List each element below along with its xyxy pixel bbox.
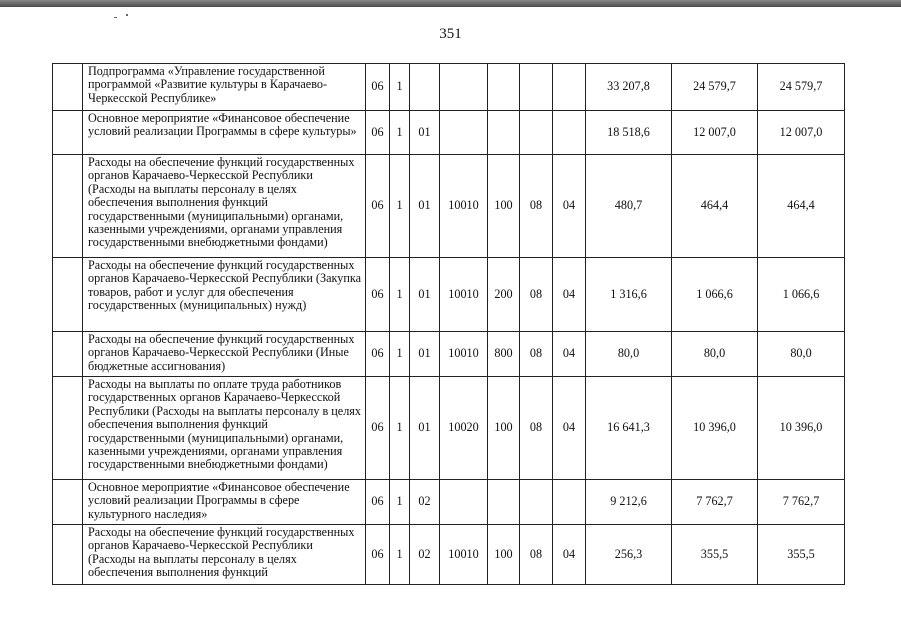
amount-cell: 355,5 bbox=[672, 525, 758, 585]
item-name-cell: Расходы на выплаты по оплате труда работников государственных органов Карачаево-Черкесской Республики (Расходы на выплаты персоналу в целях обеспечения выполнения функций государственными (муниципальными) органами, казенными учреждениями, органами управления государственными внебюджетными фондами) bbox=[83, 377, 366, 480]
amount-cell: 7 762,7 bbox=[758, 480, 845, 525]
code-cell: 1 bbox=[390, 64, 410, 111]
item-name-cell: Основное мероприятие «Финансовое обеспечение условий реализации Программы в сфере культурного наследия» bbox=[83, 480, 366, 525]
row-number-cell bbox=[53, 258, 83, 332]
item-name-cell: Подпрограмма «Управление государственной программой «Развитие культуры в Карачаево-Черкесской Республике» bbox=[83, 64, 366, 111]
code-cell bbox=[520, 64, 553, 111]
row-number-cell bbox=[53, 377, 83, 480]
code-cell: 06 bbox=[366, 525, 390, 585]
code-cell: 10010 bbox=[440, 332, 488, 377]
code-cell bbox=[488, 64, 520, 111]
code-cell: 01 bbox=[410, 155, 440, 258]
code-cell bbox=[440, 111, 488, 155]
row-number-cell bbox=[53, 155, 83, 258]
code-cell: 1 bbox=[390, 377, 410, 480]
code-cell bbox=[520, 480, 553, 525]
code-cell: 01 bbox=[410, 258, 440, 332]
code-cell: 08 bbox=[520, 332, 553, 377]
code-cell: 06 bbox=[366, 111, 390, 155]
amount-cell: 80,0 bbox=[758, 332, 845, 377]
amount-cell: 464,4 bbox=[672, 155, 758, 258]
amount-cell: 24 579,7 bbox=[758, 64, 845, 111]
code-cell bbox=[440, 64, 488, 111]
code-cell bbox=[440, 480, 488, 525]
table-row bbox=[53, 155, 845, 258]
code-cell bbox=[553, 480, 586, 525]
code-cell bbox=[520, 111, 553, 155]
item-name-cell: Расходы на обеспечение функций государственных органов Карачаево-Черкесской Республики (Расходы на выплаты персоналу в целях обеспечения выполнения функций bbox=[83, 525, 366, 585]
amount-cell: 80,0 bbox=[586, 332, 672, 377]
code-cell: 10010 bbox=[440, 258, 488, 332]
item-name-cell: Расходы на обеспечение функций государственных органов Карачаево-Черкесской Республики (Расходы на выплаты персоналу в целях обеспечения выполнения функций государственными (муниципальными) органами, казенными учреждениями, органами управления государственными внебюджетными фондами) bbox=[83, 155, 366, 258]
code-cell: 200 bbox=[488, 258, 520, 332]
amount-cell: 1 066,6 bbox=[672, 258, 758, 332]
code-cell: 100 bbox=[488, 525, 520, 585]
code-cell: 02 bbox=[410, 480, 440, 525]
row-number-cell bbox=[53, 111, 83, 155]
code-cell: 10020 bbox=[440, 377, 488, 480]
scan-speck bbox=[114, 17, 117, 18]
table-row bbox=[53, 258, 845, 332]
amount-cell: 16 641,3 bbox=[586, 377, 672, 480]
table-row bbox=[53, 377, 845, 480]
page-number: 351 bbox=[439, 26, 462, 42]
row-number-cell bbox=[53, 64, 83, 111]
code-cell bbox=[410, 64, 440, 111]
code-cell: 10010 bbox=[440, 525, 488, 585]
table-row bbox=[53, 111, 845, 155]
code-cell bbox=[488, 111, 520, 155]
code-cell: 06 bbox=[366, 64, 390, 111]
code-cell: 01 bbox=[410, 111, 440, 155]
item-name-cell: Расходы на обеспечение функций государственных органов Карачаево-Черкесской Республики (Закупка товаров, работ и услуг для обеспечения государственных (муниципальных) нужд) bbox=[83, 258, 366, 332]
code-cell: 01 bbox=[410, 377, 440, 480]
code-cell: 08 bbox=[520, 258, 553, 332]
code-cell: 1 bbox=[390, 155, 410, 258]
amount-cell: 80,0 bbox=[672, 332, 758, 377]
code-cell bbox=[553, 111, 586, 155]
amount-cell: 33 207,8 bbox=[586, 64, 672, 111]
code-cell: 04 bbox=[553, 377, 586, 480]
row-number-cell bbox=[53, 332, 83, 377]
code-cell: 04 bbox=[553, 525, 586, 585]
code-cell: 1 bbox=[390, 332, 410, 377]
code-cell: 06 bbox=[366, 332, 390, 377]
amount-cell: 24 579,7 bbox=[672, 64, 758, 111]
table-row bbox=[53, 480, 845, 525]
amount-cell: 1 066,6 bbox=[758, 258, 845, 332]
code-cell bbox=[488, 480, 520, 525]
scan-speck bbox=[126, 14, 128, 16]
code-cell: 1 bbox=[390, 525, 410, 585]
code-cell: 04 bbox=[553, 332, 586, 377]
row-number-cell bbox=[53, 525, 83, 585]
table-row bbox=[53, 525, 845, 585]
table-row bbox=[53, 64, 845, 111]
amount-cell: 18 518,6 bbox=[586, 111, 672, 155]
table-row bbox=[53, 332, 845, 377]
code-cell: 100 bbox=[488, 377, 520, 480]
budget-table bbox=[52, 63, 845, 585]
code-cell: 06 bbox=[366, 258, 390, 332]
code-cell: 1 bbox=[390, 111, 410, 155]
code-cell: 800 bbox=[488, 332, 520, 377]
amount-cell: 7 762,7 bbox=[672, 480, 758, 525]
code-cell: 02 bbox=[410, 525, 440, 585]
amount-cell: 10 396,0 bbox=[758, 377, 845, 480]
amount-cell: 1 316,6 bbox=[586, 258, 672, 332]
amount-cell: 355,5 bbox=[758, 525, 845, 585]
item-name-cell: Основное мероприятие «Финансовое обеспечение условий реализации Программы в сфере культуры» bbox=[83, 111, 366, 155]
amount-cell: 12 007,0 bbox=[758, 111, 845, 155]
code-cell: 06 bbox=[366, 377, 390, 480]
code-cell: 1 bbox=[390, 480, 410, 525]
code-cell bbox=[553, 64, 586, 111]
code-cell: 06 bbox=[366, 480, 390, 525]
code-cell: 08 bbox=[520, 377, 553, 480]
amount-cell: 256,3 bbox=[586, 525, 672, 585]
scan-top-border bbox=[0, 0, 901, 7]
code-cell: 10010 bbox=[440, 155, 488, 258]
code-cell: 06 bbox=[366, 155, 390, 258]
amount-cell: 464,4 bbox=[758, 155, 845, 258]
code-cell: 08 bbox=[520, 525, 553, 585]
row-number-cell bbox=[53, 480, 83, 525]
amount-cell: 10 396,0 bbox=[672, 377, 758, 480]
code-cell: 1 bbox=[390, 258, 410, 332]
item-name-cell: Расходы на обеспечение функций государственных органов Карачаево-Черкесской Республики (Иные бюджетные ассигнования) bbox=[83, 332, 366, 377]
code-cell: 04 bbox=[553, 155, 586, 258]
code-cell: 01 bbox=[410, 332, 440, 377]
amount-cell: 9 212,6 bbox=[586, 480, 672, 525]
code-cell: 100 bbox=[488, 155, 520, 258]
amount-cell: 12 007,0 bbox=[672, 111, 758, 155]
code-cell: 04 bbox=[553, 258, 586, 332]
amount-cell: 480,7 bbox=[586, 155, 672, 258]
code-cell: 08 bbox=[520, 155, 553, 258]
